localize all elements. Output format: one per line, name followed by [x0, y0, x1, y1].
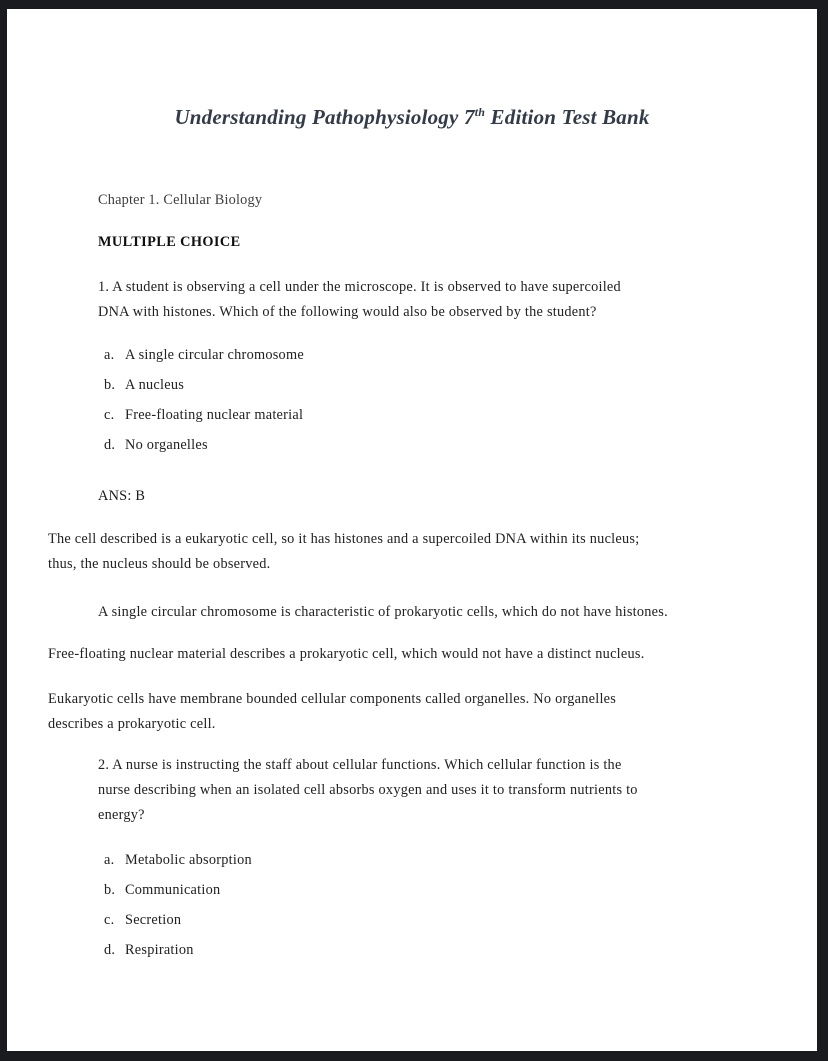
option-text: Free-floating nuclear material [125, 407, 304, 423]
option-letter: c. [104, 407, 115, 423]
option-row-2d [104, 935, 252, 965]
document-title-superscript: th [474, 105, 486, 119]
option-text: Secretion [125, 912, 182, 928]
question-1-line-2: DNA with histones. Which of the following would also be observed by the student? [98, 304, 597, 320]
option-text: Respiration [125, 942, 194, 958]
option-text: A nucleus [125, 377, 185, 393]
rationale-paragraph-2: A single circular chromosome is characteristic of prokaryotic cells, which do not have histones. [98, 604, 668, 620]
option-row-1b [104, 370, 304, 400]
answer-line-question-1: ANS: B [98, 488, 146, 504]
option-text: Metabolic absorption [125, 852, 252, 868]
question-1-line-1: 1. A student is observing a cell under the microscope. It is observed to have supercoiled [98, 279, 621, 295]
option-text: A single circular chromosome [125, 347, 304, 363]
document-title-part1: Understanding Pathophysiology 7 [174, 105, 475, 129]
option-letter: b. [104, 882, 116, 898]
option-row-2b [104, 875, 252, 905]
chapter-heading: Chapter 1. Cellular Biology [98, 192, 263, 208]
rationale-paragraph-4 [48, 687, 616, 737]
rationale-paragraph-1-line-1: The cell described is a eukaryotic cell, so it has histones and a supercoiled DNA within its nucleus; [48, 531, 640, 547]
option-row-2c [104, 905, 252, 935]
option-letter: a. [104, 347, 115, 363]
question-2-text [98, 753, 638, 828]
rationale-paragraph-3: Free-floating nuclear material describes a prokaryotic cell, which would not have a distinct nucleus. [48, 646, 645, 662]
rationale-paragraph-4-line-2: describes a prokaryotic cell. [48, 716, 216, 732]
option-letter: a. [104, 852, 115, 868]
option-text: No organelles [125, 437, 208, 453]
question-1-text [98, 275, 621, 325]
question-2-line-2: nurse describing when an isolated cell absorbs oxygen and uses it to transform nutrients to [98, 782, 638, 798]
rationale-paragraph-1 [48, 527, 639, 577]
option-row-1a [104, 340, 304, 370]
option-letter: d. [104, 437, 116, 453]
question-2-line-1: 2. A nurse is instructing the staff about cellular functions. Which cellular function is the [98, 757, 622, 773]
document-page [7, 9, 817, 1051]
option-text: Communication [125, 882, 221, 898]
document-title [7, 105, 817, 130]
rationale-paragraph-4-line-1: Eukaryotic cells have membrane bounded cellular components called organelles. No organelles [48, 691, 617, 707]
option-letter: d. [104, 942, 116, 958]
option-letter: b. [104, 377, 116, 393]
question-2-line-3: energy? [98, 807, 145, 823]
option-row-2a [104, 845, 252, 875]
question-2-options [104, 845, 252, 965]
option-row-1c [104, 400, 304, 430]
question-1-options [104, 340, 304, 460]
document-title-part2: Edition Test Bank [485, 105, 650, 129]
option-letter: c. [104, 912, 115, 928]
section-heading: MULTIPLE CHOICE [98, 234, 241, 250]
rationale-paragraph-1-line-2: thus, the nucleus should be observed. [48, 556, 271, 572]
option-row-1d [104, 430, 304, 460]
